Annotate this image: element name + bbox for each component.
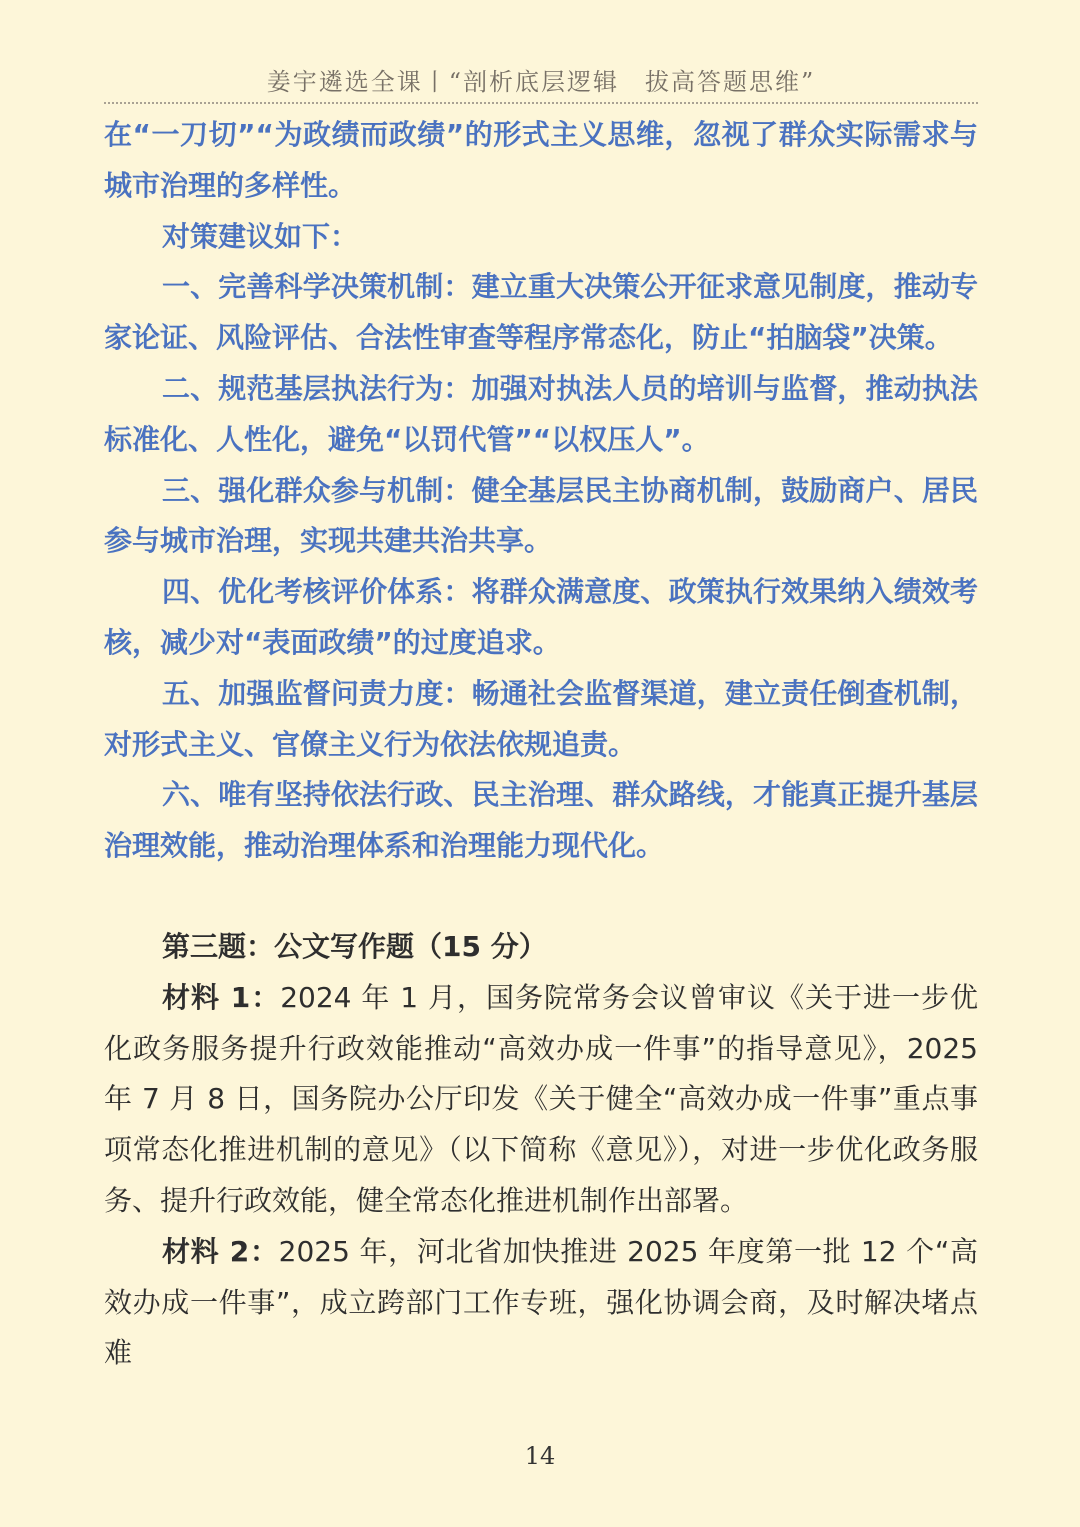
countermeasure-item-6: 六、唯有坚持依法行政、民主治理、群众路线，才能真正提升基层治理效能，推动治理体系和治理能力现代化。 — [104, 778, 978, 863]
answer-intro-paragraph: 在“一刀切”“为政绩而政绩”的形式主义思维，忽视了群众实际需求与城市治理的多样性。 — [104, 118, 978, 202]
question-title: 第三题：公文写作题（15 分） — [162, 929, 547, 963]
countermeasure-item-1: 一、完善科学决策机制：建立重大决策公开征求意见制度，推动专家论证、风险评估、合法性审查等程序常态化，防止“拍脑袋”决策。 — [104, 270, 978, 355]
material-1-paragraph — [104, 973, 978, 1227]
countermeasure-item-5: 五、加强监督问责力度：畅通社会监督渠道，建立责任倒查机制，对形式主义、官僚主义行为依法依规追责。 — [104, 676, 978, 761]
countermeasure-item-3: 三、强化群众参与机制：健全基层民主协商机制，鼓励商户、居民参与城市治理，实现共建共治共享。 — [104, 473, 978, 558]
countermeasure-item-4: 四、优化考核评价体系：将群众满意度、政策执行效果纳入绩效考核，减少对“表面政绩”的过度追求。 — [104, 575, 978, 659]
material-2-text: 2025 年，河北省加快推进 2025 年度第一批 12 个“高效办成一件事”，成立跨部门工作专班，强化协调会商，及时解决堵点难 — [104, 1234, 979, 1370]
running-header: 姜宇遴选全课丨“剖析底层逻辑 拔高答题思维” — [266, 68, 816, 96]
material-2-label: 材料 2： — [162, 1234, 279, 1268]
page-content — [104, 110, 978, 1379]
section-spacer — [104, 872, 978, 922]
header-divider — [104, 102, 978, 104]
material-1-label: 材料 1： — [162, 980, 281, 1014]
material-1-text: 2024 年 1 月，国务院常务会议曾审议《关于进一步优化政务服务提升行政效能推动“高效办成一件事”的指导意见》，2025 年 7 月 8 日，国务院办公厅印发《关于健全“高效办成一件事”重点事项常态化推进机制的意见》（以下简称《意见》），对进一步优化政务服务、提升行政效能，健全常态化推进机制作出部署。 — [104, 980, 978, 1217]
page-number: 14 — [524, 1442, 556, 1470]
material-2-paragraph — [104, 1227, 978, 1379]
countermeasure-item-2: 二、规范基层执法行为：加强对执法人员的培训与监督，推动执法标准化、人性化，避免“以罚代管”“以权压人”。 — [104, 371, 978, 456]
countermeasures-title: 对策建议如下： — [162, 219, 359, 253]
